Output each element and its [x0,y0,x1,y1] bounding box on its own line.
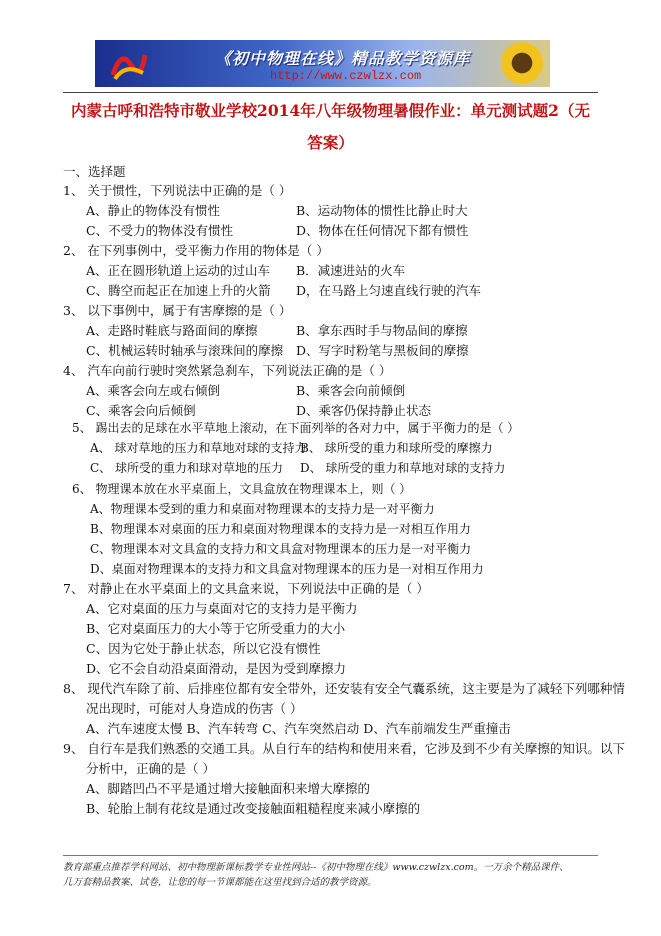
question-5-option-c: C、 球所受的重力和球对草地的压力 [90,461,283,475]
question-1-option-d: D、物体在任何情况下都有惯性 [296,223,469,238]
question-2-option-b: B．减速进站的火车 [296,263,406,278]
question-2-option-a: A、正在圆形轨道上运动的过山车 [86,263,271,278]
question-9-stem-line2: 分析中，正确的是（ ） [86,761,215,776]
question-6-option-d: D、桌面对物理课本的支持力和文具盒对物理课本的压力是一对相互作用力 [90,562,484,576]
question-2-option-d: D，在马路上匀速直线行驶的汽车 [296,283,482,298]
question-3-option-c: C、机械运转时轴承与滚珠间的摩擦 [86,343,284,358]
question-7-option-b: B、它对桌面压力的大小等于它所受重力的大小 [86,621,346,636]
question-5-option-b: B、 球所受的重力和球所受的摩擦力 [300,441,493,455]
question-3-option-a: A、走路时鞋底与路面间的摩擦 [86,323,258,338]
question-5-option-a: A、 球对草地的压力和草地对球的支持力 [90,441,307,455]
question-4-option-a: A、乘客会向左或右倾倒 [86,383,221,398]
footer-divider [63,855,598,856]
question-8-stem-line2: 况出现时，可能对人身造成的伤害（ ） [86,701,303,716]
question-2-option-c: C、腾空而起正在加速上升的火箭 [86,283,271,298]
banner-title: 《初中物理在线》精品教学资源库 [215,49,471,68]
question-5-option-d: D、 球所受的重力和草地对球的支持力 [300,461,506,475]
question-8-stem-line1: 8、 现代汽车除了前、后排座位都有安全带外，还安装有安全气囊系统，这主要是为了减轻下列哪种情 [63,681,625,696]
question-6-option-c: C、物理课本对文具盒的支持力和文具盒对物理课本的压力是一对平衡力 [90,542,472,556]
footer-line1: 教育部重点推荐学科网站、初中物理新课标教学专业性网站--《初中物理在线》www.czwlzx.com。一万余个精品课件、 [63,862,569,873]
site-logo-icon [109,45,147,83]
question-9-option-a: A、脚踏凹凸不平是通过增大接触面积来增大摩擦的 [86,781,371,796]
question-1-option-a: A、静止的物体没有惯性 [86,203,221,218]
question-5-stem: 5、 踢出去的足球在水平草地上滚动，在下面列举的各对力中，属于平衡力的是（ ） [72,421,520,435]
question-6-option-b: B、物理课本对桌面的压力和桌面对物理课本的支持力是一对相互作用力 [90,522,471,536]
question-1-stem: 1、 关于惯性，下列说法中正确的是（ ） [63,183,292,198]
question-2-stem: 2、 在下列事例中，受平衡力作用的物体是（ ） [63,243,329,258]
question-9-option-b: B、轮胎上制有花纹是通过改变接触面粗糙程度来减小摩擦的 [86,801,421,816]
question-1-option-b: B、运动物体的惯性比静止时大 [296,203,468,218]
question-1-option-c: C、不受力的物体没有惯性 [86,223,234,238]
question-4-option-c: C、乘客会向后倾倒 [86,403,196,418]
question-7-option-d: D、它不会自动沿桌面滑动，是因为受到摩擦力 [86,661,347,676]
banner-url[interactable]: http://www.czwlzx.com [270,69,422,83]
question-4-option-d: D、乘客仍保持静止状态 [296,403,432,418]
question-7-option-a: A、它对桌面的压力与桌面对它的支持力是平衡力 [86,601,358,616]
question-7-option-c: C、因为它处于静止状态，所以它没有惯性 [86,641,321,656]
question-9-stem-line1: 9、 自行车是我们熟悉的交通工具。从自行车的结构和使用来看，它涉及到不少有关摩擦的知识。以下 [63,741,625,756]
footer-line2: 几万套精品教案、试卷，让您的每一节课都能在这里找到合适的教学资源。 [63,877,377,888]
question-4-option-b: B、乘客会向前倾倒 [296,383,406,398]
sunflower-icon [500,41,544,85]
document-title-line2: 答案） [307,133,354,152]
question-8-options: A、汽车速度太慢 B、汽车转弯 C、汽车突然启动 D、汽车前端发生严重撞击 [86,721,511,736]
question-4-stem: 4、 汽车向前行驶时突然紧急刹车，下列说法正确的是（ ） [63,363,392,378]
header-divider [63,92,598,93]
document-title-line1: 内蒙古呼和浩特市敬业学校2014年八年级物理暑假作业：单元测试题2（无 [71,101,590,120]
question-6-stem: 6、 物理课本放在水平桌面上，文具盒放在物理课本上，则（ ） [72,482,412,496]
question-6-option-a: A、物理课本受到的重力和桌面对物理课本的支持力是一对平衡力 [90,502,435,516]
question-7-stem: 7、 对静止在水平桌面上的文具盒来说，下列说法中正确的是（ ） [63,581,429,596]
header-banner [95,40,550,87]
question-3-option-d: D、写字时粉笔与黑板间的摩擦 [296,343,469,358]
question-3-option-b: B、拿东西时手与物品间的摩擦 [296,323,468,338]
section-heading: 一、选择题 [63,164,126,179]
question-3-stem: 3、 以下事例中，属于有害摩擦的是（ ） [63,303,292,318]
